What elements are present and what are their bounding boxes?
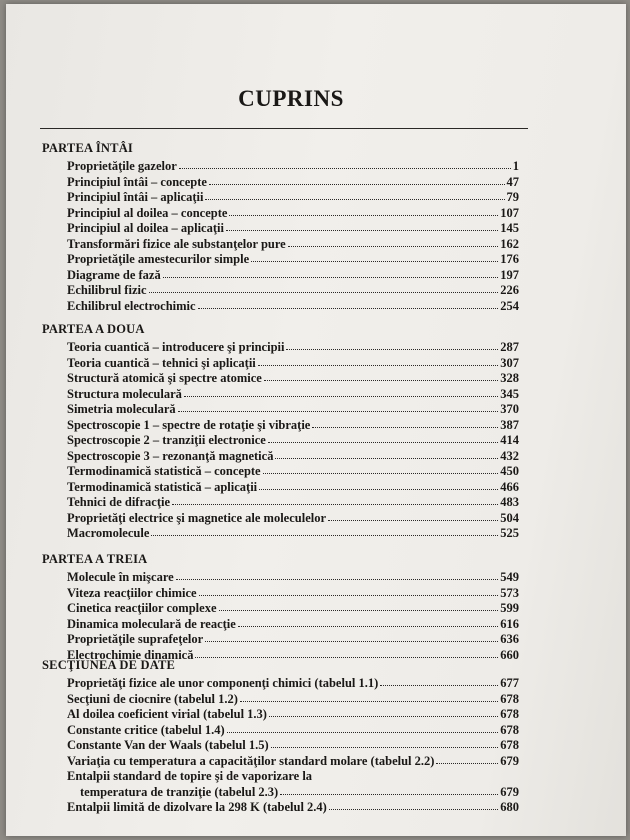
part-heading: PARTEA ÎNTÂI (42, 141, 133, 155)
toc-entry-page: 678 (500, 738, 519, 752)
toc-entry-title: Diagrame de fază (67, 267, 161, 282)
toc-entry[interactable] (67, 480, 519, 495)
toc-entry-page: 450 (500, 464, 519, 478)
toc-entry-title: Teoria cuantică – tehnici şi aplicaţii (67, 355, 256, 370)
title-rule (40, 128, 528, 129)
toc-entry[interactable] (67, 340, 519, 355)
dot-leader (268, 440, 498, 444)
toc-entry-page: 254 (500, 298, 519, 313)
dot-leader (288, 243, 499, 247)
dot-leader (209, 181, 505, 185)
toc-entry-page: 466 (500, 479, 519, 494)
dot-leader (436, 760, 498, 764)
dot-leader (251, 259, 498, 263)
toc-entry-title: Principiul întâi – aplicaţii (67, 190, 204, 204)
toc-entry[interactable] (67, 632, 519, 647)
toc-entry[interactable] (67, 356, 519, 371)
dot-leader (259, 486, 498, 490)
toc-entry-title-line1: Entalpii standard de topire şi de vaporizare la (67, 769, 313, 783)
toc-entry-page: 483 (500, 495, 519, 509)
dot-leader (240, 698, 498, 702)
toc-entry-title: Teoria cuantică – introducere şi principii (67, 340, 285, 354)
toc-entry-page: 387 (500, 417, 519, 432)
dot-leader (286, 347, 498, 351)
dot-leader (263, 471, 499, 475)
toc-entry-title: Viteza reacţiilor chimice (67, 585, 197, 600)
toc-entry[interactable] (67, 800, 519, 815)
toc-entry[interactable] (67, 754, 519, 769)
dot-leader (163, 274, 499, 278)
part-heading: PARTEA A TREIA (42, 552, 148, 566)
toc-entry[interactable] (80, 785, 519, 800)
toc-entry[interactable] (67, 511, 519, 526)
dot-leader (198, 305, 499, 309)
part-heading: SECŢIUNEA DE DATE (42, 658, 176, 672)
dot-leader (329, 807, 498, 811)
toc-entry[interactable] (67, 371, 519, 386)
toc-entry-title: Molecule în mişcare (67, 570, 174, 584)
toc-entry[interactable] (67, 283, 519, 298)
toc-entry-page: 660 (500, 647, 519, 662)
toc-entry-page: 414 (500, 433, 519, 447)
toc-entry[interactable] (67, 159, 519, 174)
dot-leader (269, 714, 498, 718)
toc-entry[interactable] (67, 252, 519, 267)
toc-entry-title: Proprietăţile amestecurilor simple (67, 252, 250, 266)
dot-leader (229, 212, 498, 216)
toc-entry[interactable] (67, 387, 519, 402)
dot-leader (151, 533, 498, 537)
toc-entry-page: 197 (500, 267, 519, 282)
toc-entry[interactable] (67, 449, 519, 464)
toc-entry[interactable] (67, 190, 519, 205)
toc-entry[interactable] (67, 464, 519, 479)
toc-entry-page: 226 (500, 283, 519, 297)
dot-leader (312, 424, 498, 428)
toc-entry-page: 525 (500, 526, 519, 540)
dot-leader (219, 608, 499, 612)
toc-entry-page: 432 (500, 448, 519, 463)
toc-entry-title: Termodinamică statistică – concepte (67, 464, 261, 478)
toc-entry-page: 328 (500, 371, 519, 385)
toc-entry[interactable] (67, 601, 519, 616)
dot-leader (199, 592, 499, 596)
toc-entry-title: Constante Van der Waals (tabelul 1.5) (67, 738, 269, 752)
toc-entry[interactable] (67, 268, 519, 283)
toc-entry[interactable] (67, 707, 519, 722)
toc-entry-page: 616 (500, 616, 519, 631)
toc-entry[interactable] (67, 402, 519, 417)
dot-leader (238, 623, 498, 627)
toc-entry[interactable] (67, 433, 519, 448)
toc-entry-title: Principiul al doilea – concepte (67, 205, 228, 220)
part-heading: PARTEA A DOUA (42, 322, 145, 336)
toc-entry-title: Secţiuni de ciocnire (tabelul 1.2) (67, 691, 238, 706)
toc-entry-page: 47 (506, 174, 519, 189)
toc-entry[interactable] (67, 495, 519, 510)
dot-leader (176, 577, 499, 581)
toc-entry[interactable] (67, 570, 519, 585)
dot-leader (328, 517, 498, 521)
toc-entry-title: Echilibrul fizic (67, 283, 147, 297)
toc-entry-page: 678 (500, 707, 519, 721)
toc-entry-page: 678 (500, 722, 519, 737)
toc-entry-title: Al doilea coeficient virial (tabelul 1.3) (67, 707, 267, 721)
toc-entry-page: 679 (500, 753, 519, 768)
dot-leader (205, 639, 498, 643)
dot-leader (380, 683, 498, 687)
toc-entry-title: Constante critice (tabelul 1.4) (67, 722, 225, 737)
toc-entry-title: Electrochimie dinamică (67, 647, 194, 662)
dot-leader (184, 393, 498, 397)
toc-entry[interactable] (67, 418, 519, 433)
dot-leader (205, 197, 504, 201)
toc-entry-title: Echilibrul electrochimic (67, 298, 196, 313)
toc-entry-page: 370 (500, 402, 519, 416)
dot-leader (227, 729, 499, 733)
toc-entry-page: 679 (500, 784, 519, 799)
toc-entry-title: Cinetica reacţiilor complexe (67, 601, 217, 615)
toc-entry-title: Principiul al doilea – aplicaţii (67, 221, 224, 235)
toc-entry-title: Termodinamică statistică – aplicaţii (67, 479, 258, 494)
toc-entry[interactable] (67, 617, 519, 632)
toc-entry-title: Structură atomică şi spectre atomice (67, 371, 262, 385)
toc-entry[interactable] (67, 175, 519, 190)
toc-entry-title: Transformări fizice ale substanţelor pure (67, 236, 286, 251)
toc-entry-page: 680 (500, 800, 519, 814)
toc-entry-title: Proprietăţile suprafeţelor (67, 632, 204, 646)
toc-entry-title: Proprietăţi fizice ale unor componenţi chimici (tabelul 1.1) (67, 676, 379, 690)
toc-entry[interactable] (67, 221, 519, 236)
toc-entry[interactable] (67, 526, 519, 541)
toc-entry-title: Spectroscopie 3 – rezonanţă magnetică (67, 448, 274, 463)
toc-entry-page: 636 (500, 632, 519, 646)
toc-entry-page: 345 (500, 386, 519, 401)
toc-entry-page: 573 (500, 585, 519, 600)
book-page (6, 4, 626, 836)
toc-entry[interactable] (67, 676, 519, 691)
toc-entry-page: 504 (500, 510, 519, 525)
toc-entry-page: 145 (500, 221, 519, 235)
dot-leader (178, 409, 499, 413)
toc-entry[interactable] (67, 206, 519, 221)
toc-entry-title: Spectroscopie 1 – spectre de rotaţie şi vibraţie (67, 417, 311, 432)
dot-leader (226, 228, 498, 232)
toc-entry[interactable] (67, 237, 519, 252)
dot-leader (179, 166, 511, 170)
page-title: CUPRINS (238, 86, 344, 111)
toc-entry-page: 1 (512, 159, 519, 173)
toc-entry-title: Proprietăţi electrice şi magnetice ale moleculelor (67, 510, 327, 525)
toc-entry[interactable] (67, 692, 519, 707)
dot-leader (264, 378, 498, 382)
toc-entry-page: 307 (500, 355, 519, 370)
toc-entry-title: temperatura de tranziţie (tabelul 2.3) (80, 784, 279, 799)
toc-entry-page: 79 (506, 190, 519, 204)
toc-entry-page: 678 (500, 691, 519, 706)
toc-entry[interactable] (67, 586, 519, 601)
toc-entry[interactable] (67, 738, 519, 753)
toc-entry-title: Variaţia cu temperatura a capacităţilor standard molare (tabelul 2.2) (67, 753, 435, 768)
toc-entry-page: 107 (500, 205, 519, 220)
dot-leader (258, 362, 498, 366)
dot-leader (271, 745, 499, 749)
toc-entry-title: Principiul întâi – concepte (67, 174, 207, 189)
toc-entry-title: Spectroscopie 2 – tranziţii electronice (67, 433, 266, 447)
toc-entry-title: Tehnici de difracţie (67, 495, 171, 509)
dot-leader (275, 455, 498, 459)
toc-entry-page: 162 (500, 236, 519, 251)
toc-entry-title: Macromolecule (67, 526, 150, 540)
toc-entry-page: 176 (500, 252, 519, 266)
toc-entry-title: Simetria moleculară (67, 402, 176, 416)
toc-entry-title: Structura moleculară (67, 386, 182, 401)
toc-entry-title: Proprietăţile gazelor (67, 159, 177, 173)
toc-entry[interactable] (67, 299, 519, 314)
dot-leader (280, 791, 498, 795)
dot-leader (172, 502, 498, 506)
toc-entry-title: Entalpii limită de dizolvare la 298 K (tabelul 2.4) (67, 800, 327, 814)
toc-entry-page: 599 (500, 601, 519, 615)
toc-entry-title: Dinamica moleculară de reacţie (67, 616, 236, 631)
toc-entry-page: 287 (500, 340, 519, 354)
toc-entry-page: 549 (500, 570, 519, 584)
toc-entry[interactable] (67, 723, 519, 738)
toc-entry-page: 677 (500, 676, 519, 690)
dot-leader (195, 654, 498, 658)
dot-leader (149, 290, 499, 294)
